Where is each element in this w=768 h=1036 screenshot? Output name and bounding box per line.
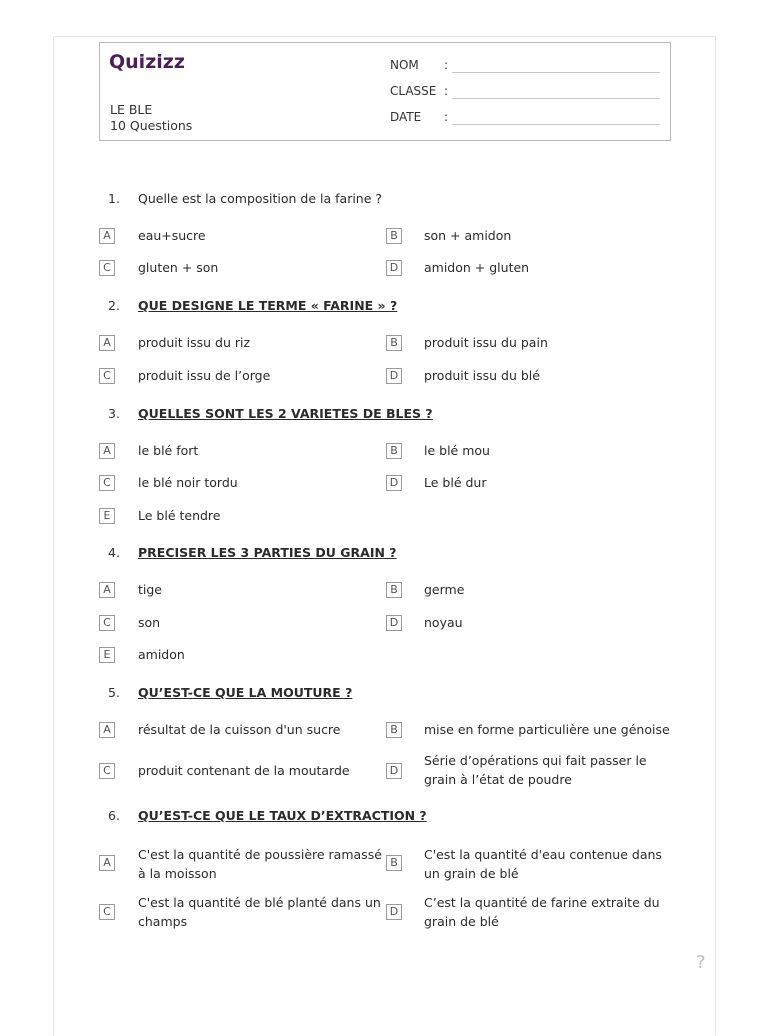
option-text: C'est la quantité d'eau contenue dans un grain de blé bbox=[424, 847, 662, 881]
option-letter: D bbox=[386, 475, 402, 491]
option-letter: C bbox=[99, 904, 115, 920]
class-line bbox=[452, 98, 660, 99]
worksheet-header bbox=[99, 42, 671, 141]
option-letter: A bbox=[99, 582, 115, 598]
option-text: Le blé tendre bbox=[138, 508, 221, 523]
option-text: produit issu du riz bbox=[138, 335, 251, 350]
question-number: 3. bbox=[108, 406, 120, 421]
question-text: PRECISER LES 3 PARTIES DU GRAIN ? bbox=[138, 545, 397, 560]
option-letter: C bbox=[99, 763, 115, 779]
question-text: Quelle est la composition de la farine ? bbox=[138, 191, 383, 206]
option-letter: C bbox=[99, 475, 115, 491]
class-colon: : bbox=[444, 84, 449, 98]
option-text: résultat de la cuisson d'un sucre bbox=[138, 722, 341, 737]
option-letter: D bbox=[386, 368, 402, 384]
date-line bbox=[452, 124, 660, 125]
option-text: Série d’opérations qui fait passer le grain à l’état de poudre bbox=[424, 753, 647, 787]
option-letter: E bbox=[99, 647, 115, 663]
question-text: QUELLES SONT LES 2 VARIETES DE BLES ? bbox=[138, 406, 433, 421]
class-label: CLASSE bbox=[390, 84, 437, 98]
option-text: C’est la quantité de farine extraite du grain de blé bbox=[424, 895, 660, 929]
option-text: C'est la quantité de blé planté dans un champs bbox=[138, 895, 381, 929]
question-number: 4. bbox=[108, 545, 120, 560]
option-text: mise en forme particulière une génoise bbox=[424, 722, 670, 737]
name-colon: : bbox=[444, 58, 449, 72]
option-text: produit issu du pain bbox=[424, 335, 548, 350]
option-text: le blé mou bbox=[424, 443, 490, 458]
question-text: QUE DESIGNE LE TERME « FARINE » ? bbox=[138, 298, 398, 313]
option-text: le blé noir tordu bbox=[138, 475, 238, 490]
option-text: eau+sucre bbox=[138, 228, 206, 243]
option-letter: D bbox=[386, 904, 402, 920]
option-letter: B bbox=[386, 855, 402, 871]
option-letter: B bbox=[386, 443, 402, 459]
quiz-title: LE BLE bbox=[110, 102, 153, 117]
option-letter: A bbox=[99, 443, 115, 459]
option-text: Le blé dur bbox=[424, 475, 487, 490]
option-text: germe bbox=[424, 582, 465, 597]
option-text: noyau bbox=[424, 615, 463, 630]
option-text: C'est la quantité de poussière ramassé à la moisson bbox=[138, 847, 382, 881]
option-text: son bbox=[138, 615, 161, 630]
question-text: QU’EST-CE QUE LA MOUTURE ? bbox=[138, 685, 353, 700]
worksheet-page bbox=[53, 36, 716, 1036]
option-letter: A bbox=[99, 855, 115, 871]
option-letter: B bbox=[386, 582, 402, 598]
name-label: NOM bbox=[390, 58, 419, 72]
question-text: QU’EST-CE QUE LE TAUX D’EXTRACTION ? bbox=[138, 808, 427, 823]
option-text: tige bbox=[138, 582, 162, 597]
question-count: 10 Questions bbox=[110, 118, 193, 133]
quizizz-logo: Quizizz bbox=[109, 51, 185, 73]
option-letter: B bbox=[386, 228, 402, 244]
question-number: 2. bbox=[108, 298, 120, 313]
option-text: gluten + son bbox=[138, 260, 219, 275]
option-text: amidon + gluten bbox=[424, 260, 530, 275]
option-letter: B bbox=[386, 722, 402, 738]
help-icon[interactable]: ? bbox=[696, 952, 706, 973]
option-text: produit issu du blé bbox=[424, 368, 540, 383]
option-text: le blé fort bbox=[138, 443, 199, 458]
name-line bbox=[452, 72, 660, 73]
option-letter: D bbox=[386, 615, 402, 631]
option-text: produit contenant de la moutarde bbox=[138, 763, 350, 778]
option-text: amidon bbox=[138, 647, 185, 662]
option-letter: B bbox=[386, 335, 402, 351]
option-letter: A bbox=[99, 722, 115, 738]
option-text: son + amidon bbox=[424, 228, 512, 243]
option-letter: D bbox=[386, 260, 402, 276]
option-letter: D bbox=[386, 763, 402, 779]
question-number: 5. bbox=[108, 685, 120, 700]
option-letter: A bbox=[99, 335, 115, 351]
option-text: produit issu de l’orge bbox=[138, 368, 271, 383]
option-letter: C bbox=[99, 615, 115, 631]
option-letter: C bbox=[99, 260, 115, 276]
question-number: 1. bbox=[108, 191, 120, 206]
option-letter: A bbox=[99, 228, 115, 244]
question-number: 6. bbox=[108, 808, 120, 823]
option-letter: E bbox=[99, 508, 115, 524]
date-colon: : bbox=[444, 110, 449, 124]
date-label: DATE bbox=[390, 110, 422, 124]
option-letter: C bbox=[99, 368, 115, 384]
